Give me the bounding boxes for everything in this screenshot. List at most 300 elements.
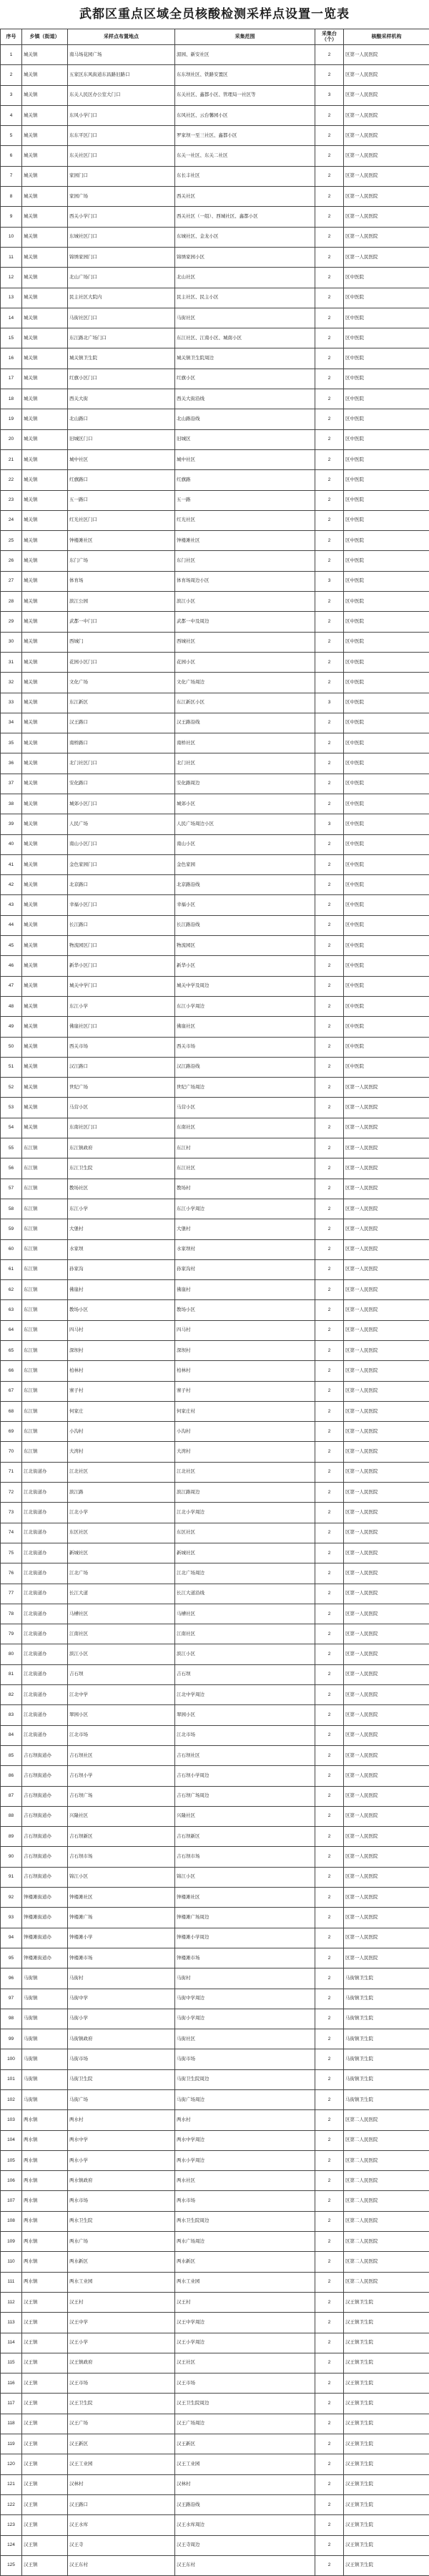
cell-count: 2 — [315, 1280, 344, 1300]
cell-site: 物流园区门口 — [68, 936, 175, 956]
cell-range: 汉林村 — [175, 2474, 315, 2494]
cell-site: 汉王工业园 — [68, 2454, 175, 2474]
cell-town: 江北街道办 — [22, 1523, 68, 1543]
cell-count: 2 — [315, 1442, 344, 1462]
cell-index: 5 — [1, 126, 22, 146]
cell-town: 两水镇 — [22, 2130, 68, 2150]
cell-range: 吉石坝 — [175, 1664, 315, 1684]
cell-index: 28 — [1, 592, 22, 612]
cell-index: 87 — [1, 1786, 22, 1806]
cell-count: 2 — [315, 915, 344, 935]
cell-range: 滨江小区 — [175, 1644, 315, 1664]
cell-range: 汉王社区 — [175, 2353, 315, 2373]
cell-index: 4 — [1, 105, 22, 125]
cell-town: 汉王镇 — [22, 2394, 68, 2414]
cell-town: 两水镇 — [22, 2232, 68, 2252]
cell-agency: 区中医院 — [344, 936, 429, 956]
cell-index: 116 — [1, 2373, 22, 2394]
cell-range: 西关社区（一组）、西城社区、鑫都小区 — [175, 207, 315, 227]
cell-range: 吉石坝小学周边 — [175, 1766, 315, 1786]
cell-count: 2 — [315, 2434, 344, 2454]
cell-town: 吉石坝街道办 — [22, 1766, 68, 1786]
cell-range: 东门社区 — [175, 551, 315, 571]
cell-agency: 区中医院 — [344, 409, 429, 429]
cell-index: 125 — [1, 2555, 22, 2575]
cell-town: 城关镇 — [22, 996, 68, 1016]
table-row — [1, 2394, 429, 2414]
cell-town: 城关镇 — [22, 369, 68, 389]
cell-index: 71 — [1, 1462, 22, 1482]
table-row — [1, 2150, 429, 2170]
cell-count: 2 — [315, 1664, 344, 1684]
cell-index: 77 — [1, 1584, 22, 1604]
table-row — [1, 490, 429, 510]
cell-range: 东江村 — [175, 1138, 315, 1158]
cell-count: 2 — [315, 2211, 344, 2231]
cell-town: 城关镇 — [22, 1057, 68, 1077]
table-row — [1, 1604, 429, 1624]
sampling-sites-table — [0, 29, 429, 2576]
cell-index: 93 — [1, 1908, 22, 1928]
cell-site: 教场小区 — [68, 1300, 175, 1320]
cell-town: 城关镇 — [22, 632, 68, 652]
cell-agency: 区第一人民医院 — [344, 85, 429, 105]
cell-range: 东江小学周边 — [175, 996, 315, 1016]
cell-count: 2 — [315, 1745, 344, 1765]
cell-count: 2 — [315, 733, 344, 753]
cell-site: 柏林村 — [68, 1361, 175, 1381]
cell-count: 2 — [315, 2272, 344, 2292]
cell-range: 北山路沿线 — [175, 409, 315, 429]
cell-range: 钟楼滩市场 — [175, 1948, 315, 1968]
table-row — [1, 1725, 429, 1745]
cell-range: 花园小区 — [175, 652, 315, 672]
cell-range: 佛崖村 — [175, 1280, 315, 1300]
cell-count: 2 — [315, 2089, 344, 2109]
cell-agency: 区第二人民医院 — [344, 2191, 429, 2211]
cell-index: 60 — [1, 1239, 22, 1259]
cell-index: 34 — [1, 713, 22, 733]
cell-count: 2 — [315, 1968, 344, 1989]
cell-count: 2 — [315, 632, 344, 652]
cell-site: 东关人民区办公室大门口 — [68, 85, 175, 105]
table-row — [1, 227, 429, 247]
cell-range: 四马村 — [175, 1320, 315, 1340]
cell-agency: 区第一人民医院 — [344, 1259, 429, 1279]
cell-count: 2 — [315, 187, 344, 207]
table-row — [1, 105, 429, 125]
cell-site: 马街市场 — [68, 2049, 175, 2069]
cell-town: 城关镇 — [22, 774, 68, 794]
cell-site: 汉王寺 — [68, 2535, 175, 2555]
cell-range: 汉王中学周边 — [175, 2313, 315, 2333]
cell-town: 城关镇 — [22, 429, 68, 449]
cell-index: 57 — [1, 1179, 22, 1199]
cell-index: 114 — [1, 2333, 22, 2353]
cell-index: 112 — [1, 2292, 22, 2312]
table-row — [1, 632, 429, 652]
cell-agency: 区第一人民医院 — [344, 45, 429, 65]
cell-range: 东江新区小区 — [175, 693, 315, 713]
cell-agency: 区第一人民医院 — [344, 1280, 429, 1300]
cell-count: 2 — [315, 2150, 344, 2170]
cell-range: 两水市场 — [175, 2191, 315, 2211]
cell-agency: 区第一人民医院 — [344, 1118, 429, 1138]
cell-agency: 区第一人民医院 — [344, 207, 429, 227]
cell-agency: 马街镇卫生院 — [344, 2009, 429, 2029]
cell-index: 47 — [1, 976, 22, 996]
cell-site: 五一路口 — [68, 490, 175, 510]
cell-site: 汉王水库 — [68, 2515, 175, 2535]
cell-range: 水家坝村 — [175, 1239, 315, 1259]
cell-index: 98 — [1, 2009, 22, 2029]
cell-site: 南山小区门口 — [68, 834, 175, 854]
cell-count: 2 — [315, 794, 344, 814]
cell-range: 东江社区 — [175, 1158, 315, 1179]
cell-index: 66 — [1, 1361, 22, 1381]
cell-town: 城关镇 — [22, 348, 68, 369]
table-row — [1, 328, 429, 348]
cell-count: 2 — [315, 1827, 344, 1847]
cell-site: 南马场花园广场 — [68, 45, 175, 65]
cell-town: 城关镇 — [22, 551, 68, 571]
cell-count: 2 — [315, 1219, 344, 1239]
table-row — [1, 2130, 429, 2150]
cell-index: 29 — [1, 612, 22, 632]
cell-index: 44 — [1, 915, 22, 935]
cell-town: 东江镇 — [22, 1219, 68, 1239]
cell-index: 8 — [1, 187, 22, 207]
cell-range: 钟楼滩小学周边 — [175, 1928, 315, 1948]
cell-range: 东江社区、江南小区、城南小区 — [175, 328, 315, 348]
cell-town: 城关镇 — [22, 227, 68, 247]
cell-agency: 区第二人民医院 — [344, 2150, 429, 2170]
cell-index: 72 — [1, 1483, 22, 1503]
cell-count: 2 — [315, 1300, 344, 1320]
cell-count: 2 — [315, 1381, 344, 1401]
table-row — [1, 612, 429, 632]
cell-town: 城关镇 — [22, 126, 68, 146]
table-row — [1, 1300, 429, 1320]
header-town: 乡镇（街道） — [22, 29, 68, 45]
table-row — [1, 2049, 429, 2069]
cell-town: 吉石坝街道办 — [22, 1867, 68, 1887]
cell-range: 马街村 — [175, 1968, 315, 1989]
cell-range: 北京路沿线 — [175, 875, 315, 895]
table-row — [1, 2434, 429, 2454]
cell-count: 2 — [315, 2252, 344, 2272]
cell-count: 2 — [315, 348, 344, 369]
table-row — [1, 308, 429, 328]
cell-agency: 区第一人民医院 — [344, 1239, 429, 1259]
cell-index: 115 — [1, 2353, 22, 2373]
table-row — [1, 2029, 429, 2049]
cell-index: 50 — [1, 1037, 22, 1057]
cell-index: 1 — [1, 45, 22, 65]
cell-town: 江北街道办 — [22, 1624, 68, 1644]
cell-index: 32 — [1, 673, 22, 693]
cell-index: 83 — [1, 1705, 22, 1725]
cell-site: 东风小学门口 — [68, 105, 175, 125]
table-row — [1, 2272, 429, 2292]
cell-site: 安化路口 — [68, 774, 175, 794]
cell-index: 99 — [1, 2029, 22, 2049]
cell-range: 吉石坝新区 — [175, 1827, 315, 1847]
cell-count: 2 — [315, 207, 344, 227]
cell-town: 两水镇 — [22, 2272, 68, 2292]
cell-range: 城关镇卫生院周边 — [175, 348, 315, 369]
cell-agency: 区中医院 — [344, 652, 429, 672]
table-body — [1, 45, 429, 2576]
cell-index: 30 — [1, 632, 22, 652]
cell-range: 何家庄村 — [175, 1401, 315, 1421]
table-row — [1, 1199, 429, 1219]
table-row — [1, 1888, 429, 1908]
cell-count: 2 — [315, 2171, 344, 2191]
table-row — [1, 1867, 429, 1887]
cell-count: 2 — [315, 1179, 344, 1199]
cell-index: 27 — [1, 571, 22, 591]
cell-agency: 区第一人民医院 — [344, 1523, 429, 1543]
cell-index: 81 — [1, 1664, 22, 1684]
cell-range: 佛崖社区 — [175, 1017, 315, 1037]
cell-range: 两水工业园 — [175, 2272, 315, 2292]
cell-site: 水家坝 — [68, 1239, 175, 1259]
cell-town: 东江镇 — [22, 1361, 68, 1381]
cell-town: 江北街道办 — [22, 1685, 68, 1705]
cell-agency: 马街镇卫生院 — [344, 2029, 429, 2049]
table-row — [1, 389, 429, 409]
cell-index: 86 — [1, 1766, 22, 1786]
cell-range: 物流园区 — [175, 936, 315, 956]
cell-range: 两水广场周边 — [175, 2232, 315, 2252]
cell-count: 2 — [315, 2110, 344, 2130]
cell-index: 46 — [1, 956, 22, 976]
cell-index: 117 — [1, 2394, 22, 2414]
cell-site: 旧城区门口 — [68, 429, 175, 449]
cell-index: 10 — [1, 227, 22, 247]
cell-site: 南桥路口 — [68, 733, 175, 753]
cell-site: 马槽社区 — [68, 1604, 175, 1624]
cell-town: 东江镇 — [22, 1442, 68, 1462]
cell-site: 城中社区 — [68, 449, 175, 469]
cell-site: 江北广场 — [68, 1563, 175, 1584]
cell-agency: 区中医院 — [344, 673, 429, 693]
cell-town: 江北街道办 — [22, 1543, 68, 1563]
cell-index: 121 — [1, 2474, 22, 2494]
cell-index: 101 — [1, 2069, 22, 2089]
cell-town: 马街镇 — [22, 2069, 68, 2089]
cell-town: 城关镇 — [22, 713, 68, 733]
cell-range: 文化广场周边 — [175, 673, 315, 693]
cell-range: 两水中学周边 — [175, 2130, 315, 2150]
cell-agency: 区中医院 — [344, 288, 429, 308]
cell-agency: 区中医院 — [344, 693, 429, 713]
table-row — [1, 369, 429, 389]
cell-agency: 区第一人民医院 — [344, 1361, 429, 1381]
cell-index: 31 — [1, 652, 22, 672]
cell-agency: 汉王镇卫生院 — [344, 2434, 429, 2454]
cell-site: 东江镇政府 — [68, 1138, 175, 1158]
cell-town: 两水镇 — [22, 2110, 68, 2130]
cell-town: 东江镇 — [22, 1280, 68, 1300]
cell-index: 74 — [1, 1523, 22, 1543]
cell-count: 2 — [315, 2313, 344, 2333]
table-row — [1, 268, 429, 288]
table-row — [1, 1098, 429, 1118]
table-row — [1, 1341, 429, 1361]
cell-count: 2 — [315, 976, 344, 996]
cell-range: 东南社区 — [175, 1118, 315, 1138]
cell-site: 两水小学 — [68, 2150, 175, 2170]
cell-index: 35 — [1, 733, 22, 753]
table-row — [1, 753, 429, 774]
cell-range: 红旗小区 — [175, 369, 315, 389]
table-row — [1, 1705, 429, 1725]
cell-town: 江北街道办 — [22, 1644, 68, 1664]
cell-index: 7 — [1, 166, 22, 186]
cell-count: 2 — [315, 288, 344, 308]
cell-site: 汉王村 — [68, 2292, 175, 2312]
cell-count: 2 — [315, 449, 344, 469]
cell-count: 2 — [315, 1239, 344, 1259]
cell-town: 汉王镇 — [22, 2535, 68, 2555]
cell-count: 2 — [315, 328, 344, 348]
table-row — [1, 1280, 429, 1300]
cell-site: 人民广场 — [68, 814, 175, 834]
cell-site: 汉王路口 — [68, 713, 175, 733]
cell-agency: 马街镇卫生院 — [344, 1968, 429, 1989]
cell-range: 金色家园 — [175, 854, 315, 874]
cell-range: 汉江路沿线 — [175, 1057, 315, 1077]
table-row — [1, 1827, 429, 1847]
cell-town: 东江镇 — [22, 1300, 68, 1320]
cell-site: 东区社区 — [68, 1523, 175, 1543]
table-row — [1, 207, 429, 227]
table-row — [1, 2515, 429, 2535]
cell-site: 花园小区门口 — [68, 652, 175, 672]
cell-count: 2 — [315, 551, 344, 571]
cell-index: 103 — [1, 2110, 22, 2130]
cell-index: 16 — [1, 348, 22, 369]
cell-town: 城关镇 — [22, 895, 68, 915]
cell-site: 东江卫生院 — [68, 1158, 175, 1179]
cell-agency: 区第一人民医院 — [344, 126, 429, 146]
cell-site: 北山广场门口 — [68, 268, 175, 288]
cell-agency: 区中医院 — [344, 1057, 429, 1077]
cell-agency: 区中医院 — [344, 753, 429, 774]
cell-count: 2 — [315, 268, 344, 288]
cell-site: 两水新区 — [68, 2252, 175, 2272]
cell-agency: 区中医院 — [344, 470, 429, 490]
cell-site: 城郊小区门口 — [68, 794, 175, 814]
cell-town: 城关镇 — [22, 85, 68, 105]
cell-index: 113 — [1, 2313, 22, 2333]
cell-range: 两水社区 — [175, 2171, 315, 2191]
table-row — [1, 1664, 429, 1684]
cell-count: 2 — [315, 713, 344, 733]
cell-agency: 区中医院 — [344, 632, 429, 652]
cell-site: 江北社区 — [68, 1462, 175, 1482]
cell-index: 106 — [1, 2171, 22, 2191]
cell-count: 2 — [315, 2029, 344, 2049]
cell-town: 江北街道办 — [22, 1563, 68, 1584]
cell-site: 汉王小学 — [68, 2333, 175, 2353]
cell-site: 武都一中门口 — [68, 612, 175, 632]
cell-site: 东东平区门口 — [68, 126, 175, 146]
cell-count: 2 — [315, 531, 344, 551]
cell-count: 2 — [315, 1320, 344, 1340]
cell-town: 两水镇 — [22, 2191, 68, 2211]
cell-range: 城中社区 — [175, 449, 315, 469]
cell-range: 东风社区、云台馨园小区 — [175, 105, 315, 125]
cell-count: 3 — [315, 814, 344, 834]
cell-index: 65 — [1, 1341, 22, 1361]
cell-range: 汉王工业园 — [175, 2454, 315, 2474]
cell-range: 马街广场周边 — [175, 2089, 315, 2109]
header-site: 采样点布置地点 — [68, 29, 175, 45]
cell-range: 新城社区 — [175, 1543, 315, 1563]
cell-index: 122 — [1, 2494, 22, 2514]
cell-site: 金色家园门口 — [68, 854, 175, 874]
cell-range: 马街市场 — [175, 2049, 315, 2069]
cell-site: 体育场 — [68, 571, 175, 591]
cell-index: 76 — [1, 1563, 22, 1584]
cell-agency: 区中医院 — [344, 794, 429, 814]
cell-range: 北门社区 — [175, 753, 315, 774]
table-row — [1, 187, 429, 207]
cell-town: 汉王镇 — [22, 2555, 68, 2575]
cell-count: 3 — [315, 85, 344, 105]
cell-town: 东江镇 — [22, 1239, 68, 1259]
cell-town: 城关镇 — [22, 693, 68, 713]
cell-index: 69 — [1, 1422, 22, 1442]
header-index: 序号 — [1, 29, 22, 45]
cell-count: 2 — [315, 2394, 344, 2414]
table-row — [1, 1078, 429, 1098]
cell-agency: 区第一人民医院 — [344, 1098, 429, 1118]
cell-index: 119 — [1, 2434, 22, 2454]
cell-agency: 区中医院 — [344, 814, 429, 834]
cell-index: 40 — [1, 834, 22, 854]
cell-agency: 区第一人民医院 — [344, 1584, 429, 1604]
table-row — [1, 2414, 429, 2434]
cell-count: 2 — [315, 1138, 344, 1158]
cell-agency: 区中医院 — [344, 389, 429, 409]
cell-range: 教场小区 — [175, 1300, 315, 1320]
cell-range: 马街中学周边 — [175, 1989, 315, 2009]
table-row — [1, 1158, 429, 1179]
cell-site: 东门广场 — [68, 551, 175, 571]
cell-agency: 区第一人民医院 — [344, 1199, 429, 1219]
cell-site: 滨江小区 — [68, 1644, 175, 1664]
cell-agency: 区第二人民医院 — [344, 2211, 429, 2231]
cell-agency: 区第一人民医院 — [344, 1219, 429, 1239]
cell-site: 深坝村 — [68, 1341, 175, 1361]
cell-town: 汉王镇 — [22, 2313, 68, 2333]
table-row — [1, 2353, 429, 2373]
cell-town: 江北街道办 — [22, 1503, 68, 1523]
cell-count: 2 — [315, 2353, 344, 2373]
table-row — [1, 45, 429, 65]
cell-count: 2 — [315, 1503, 344, 1523]
cell-site: 红旗小区门口 — [68, 369, 175, 389]
cell-site: 城关中学门口 — [68, 976, 175, 996]
cell-agency: 区中医院 — [344, 875, 429, 895]
cell-town: 吉石坝街道办 — [22, 1786, 68, 1806]
table-row — [1, 2009, 429, 2029]
table-row — [1, 1239, 429, 1259]
